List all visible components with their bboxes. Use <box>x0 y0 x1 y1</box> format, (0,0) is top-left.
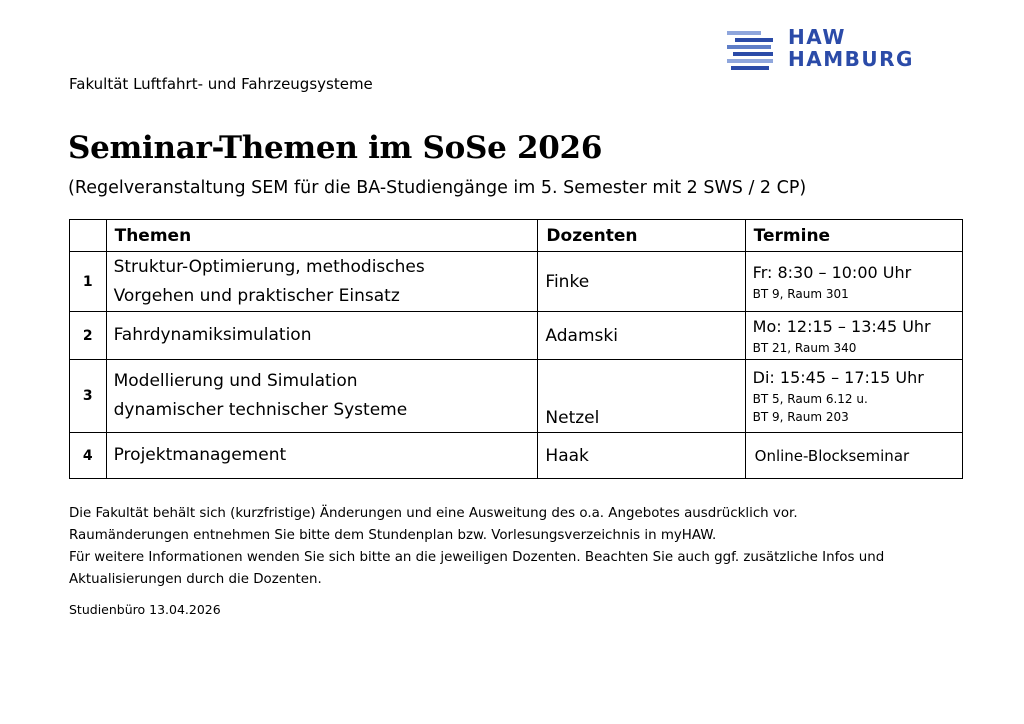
row-lecturer: Finke <box>538 252 745 312</box>
haw-hamburg-logo <box>724 25 914 76</box>
date-room: BT 9, Raum 301 <box>752 286 849 301</box>
row-date <box>745 360 962 433</box>
header-themes: Themen <box>106 220 538 252</box>
table-row <box>70 360 963 433</box>
row-theme <box>106 433 538 479</box>
header-dates: Termine <box>745 220 962 252</box>
row-theme <box>106 252 538 312</box>
table-header-row <box>70 220 963 252</box>
row-lecturer: Haak <box>538 433 745 479</box>
date-room: BT 21, Raum 340 <box>752 340 857 355</box>
table-row <box>70 252 963 312</box>
note-line: Aktualisierungen durch die Dozenten. <box>69 572 322 587</box>
page-title: Seminar-Themen im SoSe 2026 <box>68 130 603 166</box>
note-line: Die Fakultät behält sich (kurzfristige) Änderungen und eine Ausweitung des o.a. Angebotes ausdrücklich vor. <box>69 506 798 521</box>
header-number <box>70 220 107 252</box>
note-line: Für weitere Informationen wenden Sie sich bitte an die jeweiligen Dozenten. Beachten Sie auch ggf. zusätzliche Infos und <box>69 550 885 565</box>
row-number: 3 <box>70 360 107 433</box>
note-line: Raumänderungen entnehmen Sie bitte dem Stundenplan bzw. Vorlesungsverzeichnis in myHAW. <box>69 528 717 543</box>
theme-line: Vorgehen und praktischer Einsatz <box>113 285 400 306</box>
logo-line-haw: HAW <box>788 25 846 49</box>
faculty-name: Fakultät Luftfahrt- und Fahrzeugsysteme <box>69 75 373 93</box>
date-time: Online-Blockseminar <box>754 446 910 465</box>
row-lecturer: Netzel <box>538 360 745 433</box>
row-date <box>745 312 962 360</box>
header-lecturers: Dozenten <box>538 220 745 252</box>
seminar-table <box>69 219 963 479</box>
logo-stripes-icon <box>724 26 786 76</box>
row-theme <box>106 312 538 360</box>
row-number: 4 <box>70 433 107 479</box>
date-time: Fr: 8:30 – 10:00 Uhr <box>752 262 912 282</box>
theme-line: Fahrdynamiksimulation <box>113 325 312 345</box>
row-lecturer: Adamski <box>538 312 745 360</box>
row-number: 1 <box>70 252 107 312</box>
row-theme <box>106 360 538 433</box>
row-date <box>745 252 962 312</box>
table-row <box>70 433 963 479</box>
page-subtitle: (Regelveranstaltung SEM für die BA-Studiengänge im 5. Semester mit 2 SWS / 2 CP) <box>68 178 807 198</box>
date-time: Di: 15:45 – 17:15 Uhr <box>752 368 924 387</box>
notes <box>69 503 884 591</box>
row-date <box>745 433 962 479</box>
row-number: 2 <box>70 312 107 360</box>
date-time: Mo: 12:15 – 13:45 Uhr <box>752 316 931 336</box>
date-room: BT 5, Raum 6.12 u. <box>752 392 868 406</box>
theme-line: dynamischer technischer Systeme <box>113 400 408 420</box>
date-room: BT 9, Raum 203 <box>752 410 849 424</box>
logo-line-hamburg: HAMBURG <box>788 47 914 71</box>
table-row <box>70 312 963 360</box>
theme-line: Modellierung und Simulation <box>113 371 358 391</box>
theme-line: Struktur-Optimierung, methodisches <box>113 256 425 277</box>
theme-line: Projektmanagement <box>113 445 287 465</box>
office-date: Studienbüro 13.04.2026 <box>69 602 221 617</box>
